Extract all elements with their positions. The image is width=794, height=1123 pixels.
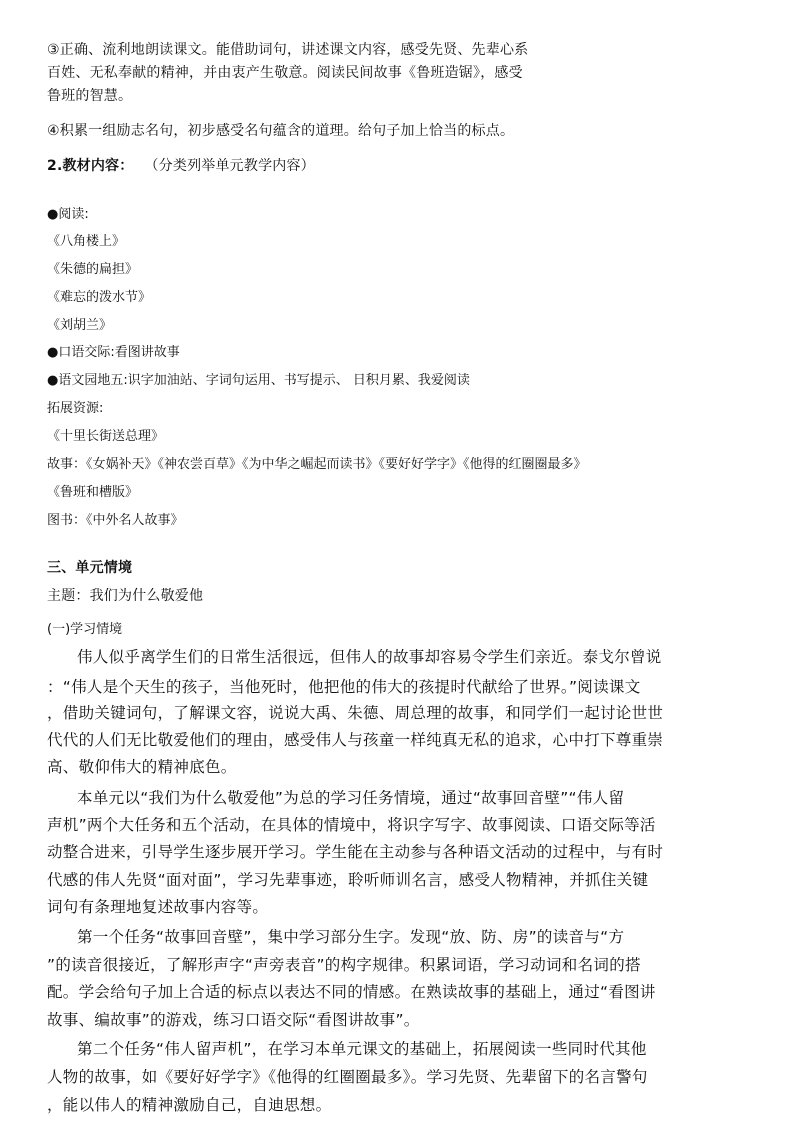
para-4-line-1: 第二个任务“伟人留声机”，在学习本单元课文的基础上，拓展阅读一些同时代其他 bbox=[77, 1040, 647, 1058]
para-2-line-2: 声机”两个大任务和五个活动，在具体的情境中，将识字写字、故事阅读、口语交际等活 bbox=[47, 816, 656, 834]
goal-3-line-2: 百姓、无私奉献的精神，并由衷产生敬意。阅读民间故事《鲁班造锯》，感受 bbox=[47, 65, 523, 81]
stories-line-1: 故事：《女娲补天》《神农尝百草》《为中华之崛起而读书》《要好好学字》《他得的红圈圈最多》 bbox=[47, 457, 587, 472]
para-4-line-2: 人物的故事，如《要好好学字》《他得的红圈圈最多》。学习先贤、先辈留下的名言警句 bbox=[47, 1068, 648, 1086]
content-heading-title: 2.教材内容： bbox=[47, 158, 134, 174]
reading-item-3: 《难忘的泼水节》 bbox=[47, 290, 152, 305]
para-2-line-4: 代感的伟人先贤“面对面”，学习先辈事迹，聆听师训名言，感受人物精神，并抓住关键 bbox=[47, 871, 649, 889]
para-3-line-4: 故事、编故事”的游戏，练习口语交际“看图讲故事”。 bbox=[47, 1011, 420, 1029]
para-2-line-3: 动整合进来，引导学生逐步展开学习。学生能在主动参与各种语文活动的过程中，与有时 bbox=[47, 843, 664, 861]
reading-item-4: 《刘胡兰》 bbox=[47, 318, 113, 333]
para-3-line-1: 第一个任务“故事回音壁”，集中学习部分生字。发现“放、防、房”的读音与“方 bbox=[77, 928, 625, 946]
stories-line-2: 《鲁班和槽版》 bbox=[47, 485, 139, 500]
para-2-line-5: 词句有条理地复述故事内容等。 bbox=[47, 898, 269, 916]
reading-item-2: 《朱德的扁担》 bbox=[47, 262, 139, 277]
learning-context-label: (一)学习情境 bbox=[47, 622, 123, 637]
goal-3-line-1: ③正确、流利地朗读课文。能借助词句，讲述课文内容，感受先贤、先辈心系 bbox=[47, 42, 529, 58]
goal-4: ④积累一组励志名句，初步感受名句蕴含的道理。给句子加上恰当的标点。 bbox=[47, 123, 515, 139]
extension-label: 拓展资源: bbox=[47, 401, 104, 416]
goal-3-line-3: 鲁班的智慧。 bbox=[47, 88, 133, 104]
para-1-line-5: 高、敬仰伟大的精神底色。 bbox=[47, 758, 237, 776]
content-heading-note: （分类列举单元教学内容） bbox=[151, 158, 315, 174]
para-1-line-2: ：“伟人是个天生的孩子，当他死时，他把他的伟大的孩提时代献给了世界。”阅读课文 bbox=[47, 678, 641, 696]
language-garden: ●语文园地五:识字加油站、字词句运用、书写提示、 日积月累、我爱阅读 bbox=[47, 373, 470, 388]
para-1-line-3: ，借助关键词句，了解课文容，说说大禹、朱德、周总理的故事，和同学们一起讨论世世 bbox=[47, 704, 664, 722]
theme: 主题：我们为什么敬爱他 bbox=[47, 588, 204, 604]
books: 图书：《中外名人故事》 bbox=[47, 513, 184, 528]
reading-label: ●阅读: bbox=[47, 207, 89, 222]
para-3-line-3: 配。学会给句子加上合适的标点以表达不同的情感。在熟读故事的基础上，通过“看图讲 bbox=[47, 983, 656, 1001]
para-3-line-2: ”的读音很接近，了解形声字“声旁表音”的构字规律。积累词语，学习动词和名词的搭 bbox=[47, 956, 641, 974]
reading-item-1: 《八角楼上》 bbox=[47, 234, 126, 249]
content-heading bbox=[47, 155, 315, 175]
section-heading: 三、单元情境 bbox=[47, 560, 133, 576]
para-4-line-3: ，能以伟人的精神激励自己，自迪思想。 bbox=[47, 1096, 332, 1114]
extension-item: 《十里长街送总理》 bbox=[47, 429, 165, 444]
para-2-line-1: 本单元以“我们为什么敬爱他”为总的学习任务情境，通过“故事回音壁”“伟人留 bbox=[77, 789, 625, 807]
para-1-line-4: 代代的人们无比敬爱他们的理由，感受伟人与孩童一样纯真无私的追求，心中打下尊重崇 bbox=[47, 731, 664, 749]
oral-communication: ●口语交际:看图讲故事 bbox=[47, 345, 180, 360]
para-1-line-1: 伟人似乎离学生们的日常生活很远，但伟人的故事却容易令学生们亲近。泰戈尔曾说 bbox=[77, 648, 662, 666]
